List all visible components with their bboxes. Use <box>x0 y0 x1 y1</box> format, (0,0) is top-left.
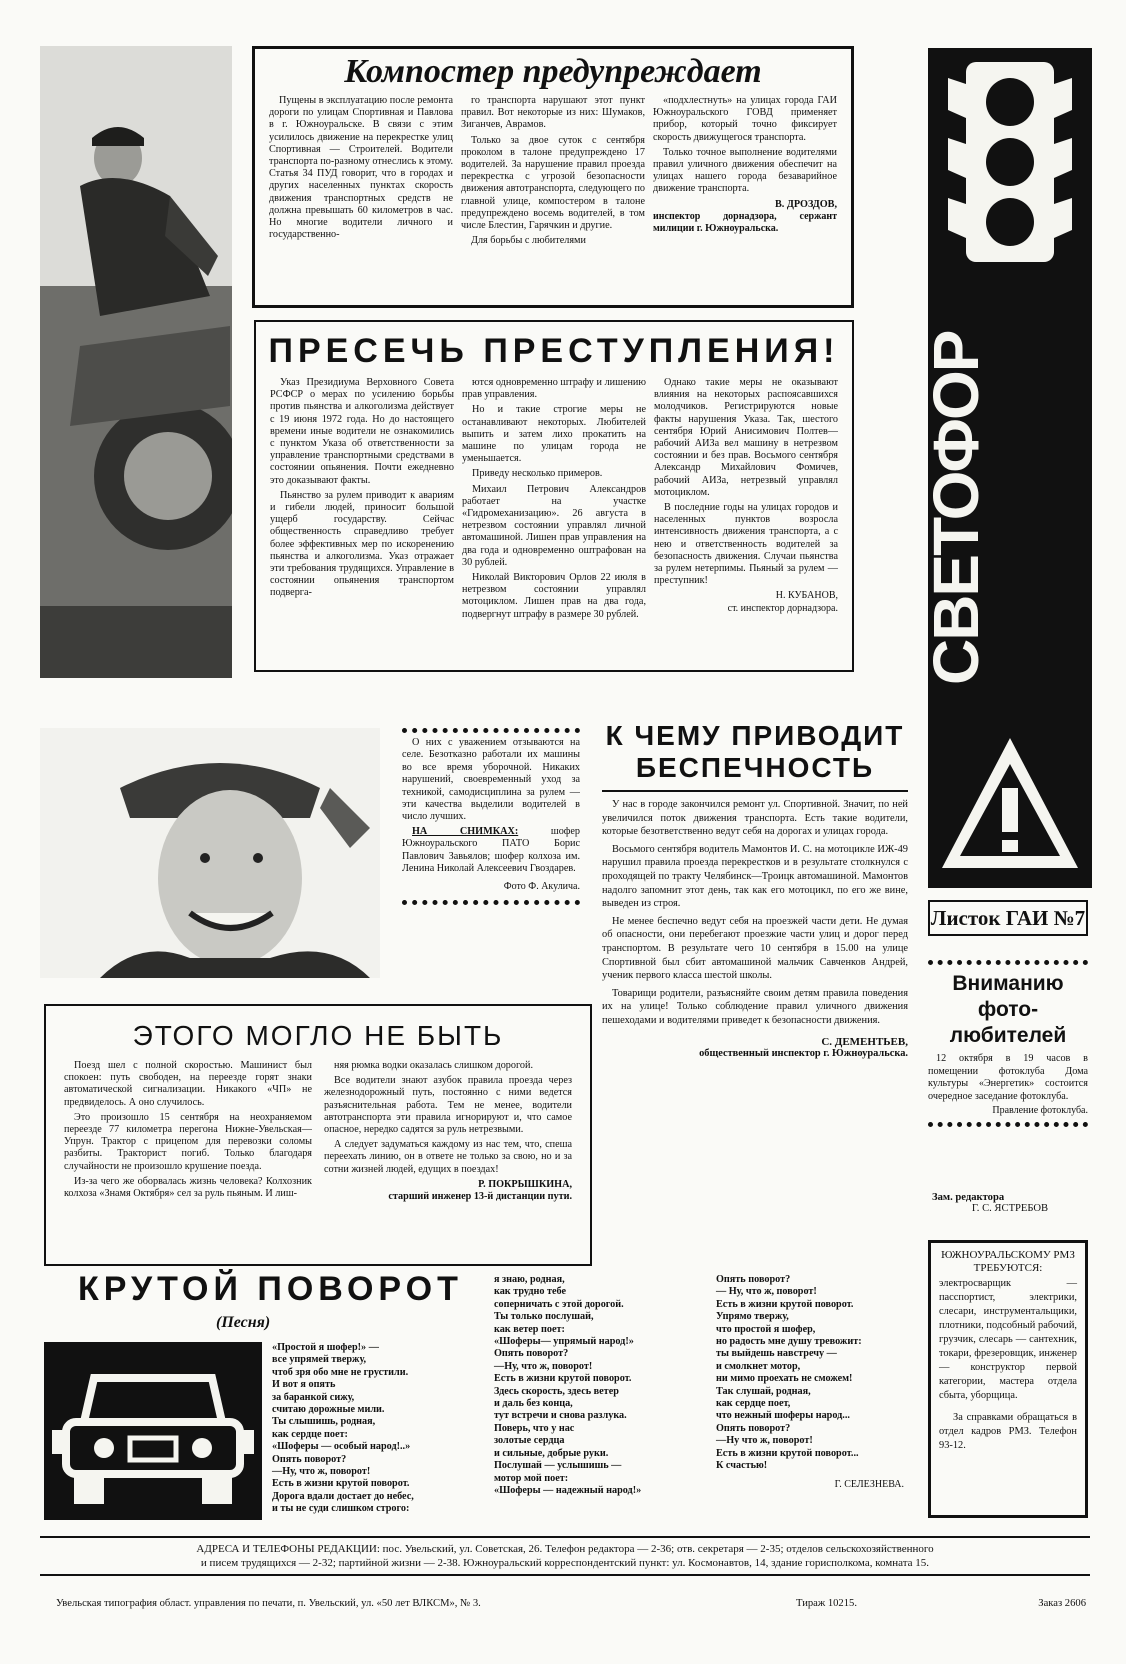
order-number: Заказ 2606 <box>1038 1598 1086 1609</box>
car-icon <box>44 1342 262 1520</box>
article-title: Компостер предупреждает <box>344 53 762 90</box>
article-title: ЭТОГО МОГЛО НЕ БЫТЬ <box>132 1020 504 1051</box>
author-name: Р. ПОКРЫШКИНА, <box>478 1178 572 1190</box>
notice-sign: Правление фотоклуба. <box>992 1105 1088 1117</box>
song-verse: Опять поворот? — Ну, что ж, поворот! Есть в жизни крутой поворот. Упрямо твержу, что простой я шофер, но радость мне душу тревожит: ты выйдешь навстречу — и смолкнет мотор, ни мимо проехать не сможем! Так слушай, родная, как сердце поет, что нежный шоферы народ... Опять поворот? —Ну что ж, поворот! Есть в жизни крутой поворот... К счастью! Г. СЕЛЕЗНЕВА. <box>716 1274 904 1490</box>
article-title: К ЧЕМУ ПРИВОДИТ БЕСПЕЧНОСТЬ <box>605 720 905 783</box>
photo-caption <box>402 728 580 905</box>
author-title: общественный инспектор г. Южноуральска. <box>699 1047 908 1059</box>
article-column: няя рюмка водки оказалась слишком дорогой. Все водители знают азубок правила проезда через железнодорожный путь, постоянно с ними ведется разъяснительная работа. Тем не менее, водители автотранспорта эти правила игнорируют и, что самое опасное, нередко садятся за руль нетрезвыми. А следует задуматься каждому из нас тем, что, спеша переехать линию, он в ответе не только за свою, но и за сотни жизней людей, едущих в поездах! Р. ПОКРЫШКИНА, старший инженер 13-й дистанции пути. <box>324 1060 572 1203</box>
editor-credit: Зам. редактора Г. С. ЯСТРЕБОВ <box>932 1192 1049 1214</box>
author-name: С. ДЕМЕНТЬЕВ, <box>821 1035 908 1048</box>
footer-imprint <box>56 1598 1086 1609</box>
author-title: старший инженер 13-й дистанции пути. <box>388 1191 572 1203</box>
job-ad <box>928 1240 1088 1518</box>
caption-text: О них с уважением отзываются на селе. Безотказно работали их машины во все время уборочной. Никаких нарушений, своевременный уход за техникой, самодисциплина за рулем — эти качества выделили водителей в число лучших. <box>402 737 580 823</box>
photo-driver-truck <box>40 46 232 678</box>
circulation: Тираж 10215. <box>796 1598 857 1609</box>
article-column: Указ Президиума Верховного Совета РСФСР о мерах по усилению борьбы против пьянства и алкоголизма действует с 19 июня 1972 года. Но до настоящего времени иные водители не ознакомились с пунктом Указа об ответственности за управление транспортными средствами в состоянии опьянения. Почти ежедневно это доказывают факты. Пьянство за рулем приводит к авариям и гибели людей, приносит большой ущерб государству. Сейчас общественность справедливо требует более эффективных мер по искоренению пьянства и алкоголизма. Указ отражает эти требования трудящихся. Управление в состоянии опьянения транспортом подверга- <box>270 377 454 599</box>
article-bespechnost: К ЧЕМУ ПРИВОДИТ БЕСПЕЧНОСТЬ У нас в городе закончился ремонт ул. Спортивной. Значит, по ней увеличился поток движения транспорта. Есть такие водители, которые безответственно ведут себя на дорогах и улицах города. Восьмого сентября водитель Мамонтов И. С. на мотоцикле ИЖ-49 нарушил правила проезда перекрестков и в результате столкнулся с проходящей по тракту Челябинск—Троицк автомашиной. Мамонтов надолго запомнит этот день, так как его мотоцикл, по его же вине, выведен из строя. Не менее беспечно ведут себя на проезжей части дети. Не думая об опасности, они перебегают проезжие части улиц и дорог перед транспортом. В результате чего 10 сентября в 15.00 на улице Спортивной был сбит автомашиной мальчик Савченков Андрей, ученик первого класса шестой школы. Товарищи родители, разъясняйте своим детям правила поведения их на улице! Только соблюдение правил уличного движения пешеходами и водителями приведет к безопасности движения. С. ДЕМЕНТЬЕВ, общественный инспектор г. Южноуральска. <box>602 720 908 1059</box>
ad-text: электросварщик — пасспортист, электрики, слесари, инструментальщики, плотники, подсобный рабочий, грузчик, слесарь — сантехник, токари, фрезеровщик, инженер — конструктор первой категории, мастера отдела сбыта, уборщица. <box>939 1278 1077 1401</box>
article-column: ются одновременно штрафу и лишению прав управления. Но и такие строгие меры не останавливают некоторых. Любителей выпить и затем лихо прокатить на машине по улицам города не уменьшается. Приведу несколько примеров. Михаил Петрович Александров работает на участке «Гидромеханизацию». 26 августа в нетрезвом состоянии управлял личной автомашиной. Лишен прав управления на два года и одновременно оштрафован на 30 рублей. Николай Викторович Орлов 22 июля в нетрезвом состоянии управлял мотоциклом. Лишен прав на два года, подвергнут штрафу в размере 30 рублей. <box>462 377 646 620</box>
song-title: КРУТОЙ ПОВОРОТ <box>78 1270 463 1308</box>
author-name: Н. КУБАНОВ, <box>775 590 838 602</box>
article-presech <box>254 320 854 672</box>
song-subtitle: (Песня) <box>216 1314 271 1331</box>
notice-photo-club <box>928 960 1088 1127</box>
article-column: Однако такие меры не оказывают влияния на некоторых распоясавшихся молодчиков. Регистрируются новые факты нарушения Указа. Так, шестого сентября Юрий Анисимович Полтев—рабочий АИЗа вел машину в нетрезвом состоянии и без прав. Восьмого сентября Александр Михайлович Фомичев, рабочий АИЗа, нетрезвый управлял мотоциклом. В последние годы на улицах городов и населенных пунктов возросла интенсивность движения транспорта, а с нею и ответственность водителей за безопасность движения. Случаи пьянства за рулем нетерпимы. Пьяный за рулем — преступник! Н. КУБАНОВ, ст. инспектор дорнадзора. <box>654 377 838 614</box>
ad-title: ЮЖНОУРАЛЬСКОМУ РМЗ ТРЕБУЮТСЯ: <box>941 1249 1075 1274</box>
notice-text: 12 октября в 19 часов в помещении фотоклуба Дома культуры «Энергетик» состоится очередное заседание фотоклуба. <box>928 1053 1088 1102</box>
article-column: го транспорта нарушают этот пункт правил. Вот некоторые из них: Шумаков, Зиганчев, Аврамов. Только за двое суток с сентября проколом в талоне предупреждено 17 водителей. За нарушение правил проезда перекрестка с угрозой безопасности движения автотранспорта, следующего по главной улице, компостером в талоне предупреждено восемь водителей, в том числе Блестин, Гарячкин и другие. Для борьбы с любителями <box>461 95 645 247</box>
notice-title: Вниманию фото- любителей <box>949 972 1067 1047</box>
article-mog-ne-byt <box>44 1004 592 1266</box>
author-title: инспектор дорнадзора, сержант милиции г. Южноуральска. <box>653 210 837 235</box>
song-author: Г. СЕЛЕЗНЕВА. <box>834 1478 904 1490</box>
article-column: Поезд шел с полной скоростью. Машинист был спокоен: путь свободен, на переезде горят знаки автоматической сигнализации. Никакого «ЧП» не предвиделось. А оно случилось. Это произошло 15 сентября на неохраняемом переезде 77 километра перегона Нижне-Увельская—Упрун. Трактор с прицепом для перевозки соломы разбиты. Тракторист погиб. Только благодаря случайности не произошло крушение поезда. Из-за чего же оборвалась жизнь человека? Колхозник колхоза «Знамя Октября» сел за руль пьяным. И лиш- <box>64 1060 312 1200</box>
photo-credit: Фото Ф. Акулича. <box>503 881 580 893</box>
printer-info: Увельская типография област. управления по печати, п. Увельский, ул. «50 лет ВЛКСМ», № 3. <box>56 1598 481 1609</box>
song-verse: «Простой я шофер!» — все упрямей твержу, чтоб зря обо мне не грустили. И вот я опять за баранкой сижу, считаю дорожные мили. Ты слышишь, родная, как сердце поет: «Шоферы — особый народ!..» Опять поворот? —Ну, что ж, поворот! Есть в жизни крутой поворот. Дорога вдали достает до небес, и ты не суди слишком строго: <box>272 1342 414 1515</box>
author-name: В. ДРОЗДОВ, <box>774 198 837 210</box>
ad-contact: За справками обращаться в отдел кадров РМЗ. Телефон 93-12. <box>939 1412 1077 1451</box>
article-column: Пущены в эксплуатацию после ремонта дороги по улицам Спортивная и Павлова в г. Южноуральске. В связи с этим усилилось движение на перекрестке улиц Спортивная — Строителей. Водители транспорта по-разному отнеслись к этому. Статья 34 ПУД говорит, что в городах и других населенных пунктах скорость движения транспортных средств не должна превышать 60 километров в час. Но многие водители личного и государственно- <box>269 95 453 241</box>
author-title: ст. инспектор дорнадзора. <box>727 602 838 614</box>
footer-addresses: АДРЕСА И ТЕЛЕФОНЫ РЕДАКЦИИ: пос. Увельский, ул. Советская, 26. Телефон редактора — 2-36; отв. секретаря — 2-35; отделов сельскохозяйственного и писем трудящихся — 2-32; партийной жизни — 2-38. Южноуральский корреспондентский пункт: ул. Космонавтов, 14, здание горисполкома, комната 15. <box>40 1536 1090 1576</box>
caption-label: НА СНИМКАХ: <box>412 825 519 837</box>
song-verse: я знаю, родная, как трудно тебе соперничать с этой дорогой. Ты только послушай, как ветер поет: «Шоферы— упрямый народ!» Опять поворот? —Ну, что ж, поворот! Есть в жизни крутой поворот. Здесь скорость, здесь ветер и даль без конца, тут встречи и снова разлука. Поверь, что у нас золотые сердца и сильные, добрые руки. Послушай — услышишь — мотор мой поет: «Шоферы — надежный народ!» <box>494 1274 642 1496</box>
issue-label: Листок ГАИ №7 <box>928 900 1088 936</box>
article-column: «подхлестнуть» на улицах города ГАИ Южноуральского ГОВД применяет прибор, который точно фиксирует скорость движущегося транспорта. Только точное выполнение водителями правил уличного движения обеспечит на улицах нашего города безаварийное движение транспорта. В. ДРОЗДОВ, инспектор дорнадзора, сержант милиции г. Южноуральска. <box>653 95 837 235</box>
caption-names: шофер Южноуральского ПАТО Борис Павлович Завьялов; шофер колхоза им. Ленина Николай Алексеевич Гвоздарев. <box>402 825 580 875</box>
photo-smiling-driver <box>40 728 380 978</box>
masthead-title: СВЕТОФОР <box>920 331 992 685</box>
masthead-svetofor <box>920 48 1092 888</box>
article-title: ПРЕСЕЧЬ ПРЕСТУПЛЕНИЯ! <box>268 332 840 370</box>
article-kompostor <box>252 46 854 308</box>
